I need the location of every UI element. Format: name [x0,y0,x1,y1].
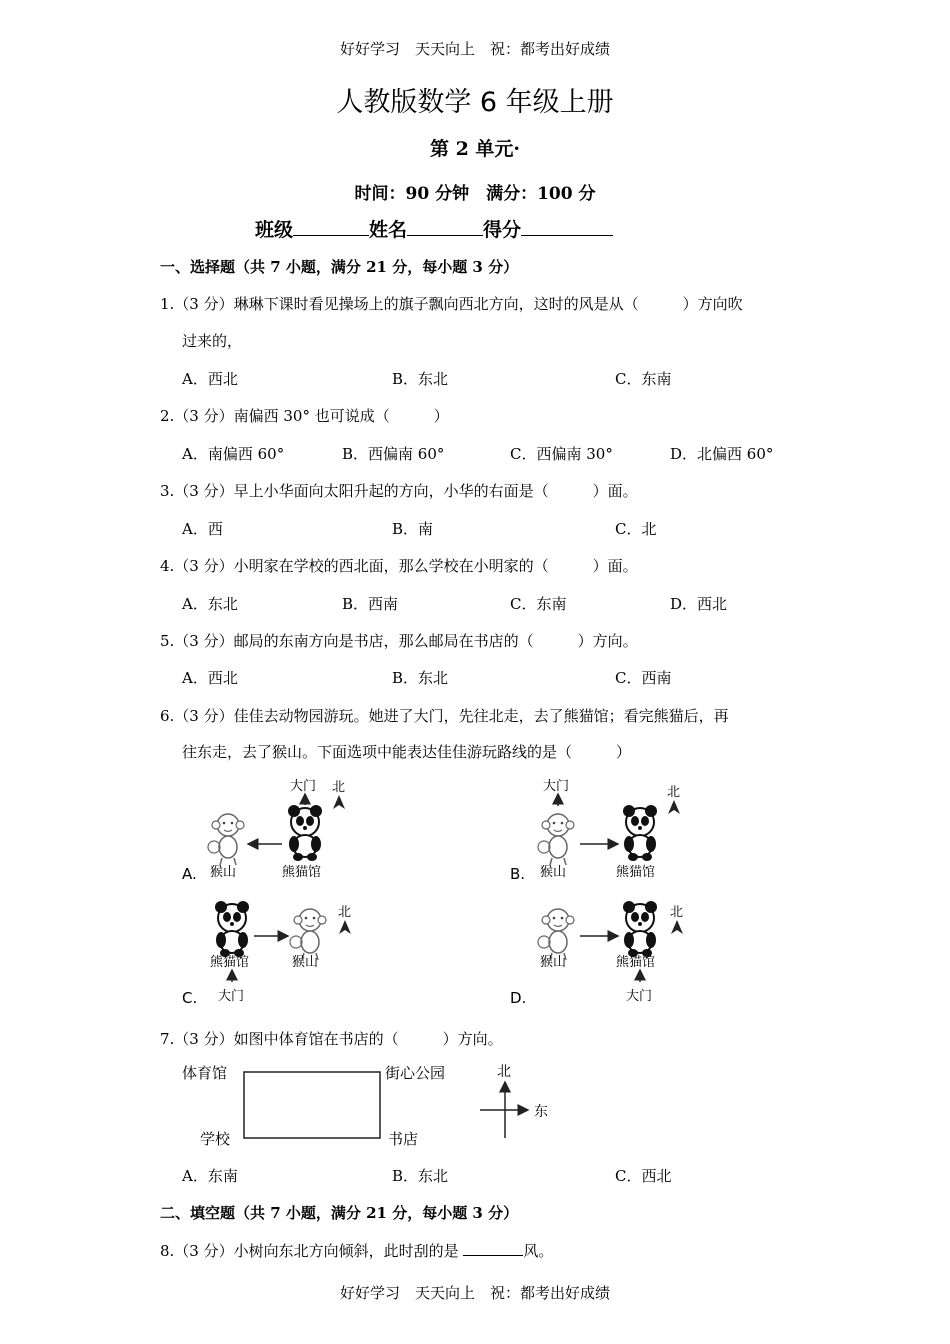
section-2-heading: 二、填空题（共 7 小题，满分 21 分，每小题 3 分） [160,1204,519,1222]
exam-meta: 时间：90 分钟 满分：100 分 [354,184,596,204]
svg-text:北: 北 [338,905,352,920]
class-blank[interactable] [293,217,369,236]
panda-icon [623,901,657,957]
q6-stem-cont: 往东走，去了猴山。下面选项中能表达佳佳游玩路线的是（ ） [182,743,632,761]
svg-text:大门: 大门 [218,989,245,1004]
svg-text:熊猫馆: 熊猫馆 [616,955,656,970]
q6-option-c[interactable]: C. [182,989,198,1007]
q6-option-a[interactable]: A. [182,865,197,883]
north-arrow-icon [339,920,351,934]
q7-map [170,1058,580,1153]
svg-text:猴山: 猴山 [540,955,567,970]
score-blank[interactable] [521,217,613,236]
q6-option-b[interactable]: B. [510,865,526,883]
svg-text:北: 北 [497,1064,511,1080]
q2-stem: 2.（3 分）南偏西 30° 也可说成（ ） [160,407,449,425]
q4-stem: 4.（3 分）小明家在学校的西北面，那么学校在小明家的（ ）面。 [160,557,638,575]
q1-stem: 1.（3 分）琳琳下课时看见操场上的旗子飘向西北方向，这时的风是从（ ）方向吹 [160,295,743,313]
q4-option-d[interactable]: D．西北 [670,595,728,613]
page-title: 人教版数学 6 年级上册 [336,87,614,118]
panda-icon [288,805,322,861]
q3-stem: 3.（3 分）早上小华面向太阳升起的方向，小华的右面是（ ）面。 [160,482,638,500]
monkey-icon [290,909,326,960]
block-rect [244,1072,380,1138]
q1-option-b[interactable]: B．东北 [392,370,449,388]
svg-text:北: 北 [667,785,681,800]
north-arrow-icon [333,795,345,809]
name-label: 姓名 [369,219,408,241]
q4-option-c[interactable]: C．东南 [510,595,567,613]
svg-text:大门: 大门 [543,779,570,794]
park-label: 街心公园 [385,1064,446,1082]
gym-label: 体育馆 [182,1064,228,1082]
svg-text:猴山: 猴山 [292,955,319,970]
north-arrow-icon [668,800,680,814]
section-1-heading: 一、选择题（共 7 小题，满分 21 分，每小题 3 分） [160,258,519,276]
q4-option-a[interactable]: A．东北 [182,595,238,613]
panda-icon [623,805,657,861]
q7-stem: 7.（3 分）如图中体育馆在书店的（ ）方向。 [160,1030,503,1048]
q3-option-b[interactable]: B．南 [392,520,434,538]
svg-text:熊猫馆: 熊猫馆 [210,955,250,970]
q5-option-b[interactable]: B．东北 [392,669,449,687]
q3-option-c[interactable]: C．北 [615,520,657,538]
q5-option-a[interactable]: A．西北 [182,669,238,687]
q1-stem-cont: 过来的， [182,332,243,350]
q7-option-a[interactable]: A．东南 [182,1167,238,1185]
q7-option-b[interactable]: B．东北 [392,1167,449,1185]
q7-option-c[interactable]: C．西北 [615,1167,672,1185]
svg-text:熊猫馆: 熊猫馆 [282,865,322,880]
q2-option-b[interactable]: B．西偏南 60° [342,445,445,463]
student-fields [255,215,613,242]
svg-text:猴山: 猴山 [210,865,237,880]
bookstore-label: 书店 [388,1130,419,1148]
q6-figures [170,770,810,1015]
school-label: 学校 [200,1130,231,1148]
q1-option-c[interactable]: C．东南 [615,370,672,388]
score-label: 得分 [483,219,522,241]
q2-option-d[interactable]: D．北偏西 60° [670,445,774,463]
q6-stem: 6.（3 分）佳佳去动物园游玩。她进了大门，先往北走，去了熊猫馆；看完熊猫后，再 [160,707,729,725]
svg-text:东: 东 [534,1104,548,1120]
panda-icon [215,901,249,957]
svg-text:大门: 大门 [626,989,653,1004]
page-footer: 好好学习 天天向上 祝：都考出好成绩 [339,1284,610,1302]
page-header: 好好学习 天天向上 祝：都考出好成绩 [339,40,610,58]
svg-text:熊猫馆: 熊猫馆 [616,865,656,880]
monkey-icon [208,814,244,865]
svg-text:北: 北 [332,780,346,795]
svg-text:猴山: 猴山 [540,865,567,880]
q6-option-d[interactable]: D. [510,989,527,1007]
q8-blank[interactable] [463,1241,523,1256]
q8-stem: 8.（3 分）小树向东北方向倾斜，此时刮的是 风。 [160,1242,554,1260]
unit-title: 第 2 单元· [429,138,521,160]
q4-option-b[interactable]: B．西南 [342,595,399,613]
q2-option-a[interactable]: A．南偏西 60° [182,445,285,463]
north-arrow-icon [671,920,683,934]
q5-stem: 5.（3 分）邮局的东南方向是书店，那么邮局在书店的（ ）方向。 [160,632,638,650]
svg-text:大门: 大门 [290,779,317,794]
monkey-icon [538,814,574,865]
svg-text:北: 北 [670,905,684,920]
monkey-icon [538,909,574,960]
class-label: 班级 [255,219,294,241]
q5-option-c[interactable]: C．西南 [615,669,672,687]
q2-option-c[interactable]: C．西偏南 30° [510,445,613,463]
q3-option-a[interactable]: A．西 [182,520,223,538]
name-blank[interactable] [407,217,483,236]
q1-option-a[interactable]: A．西北 [182,370,238,388]
